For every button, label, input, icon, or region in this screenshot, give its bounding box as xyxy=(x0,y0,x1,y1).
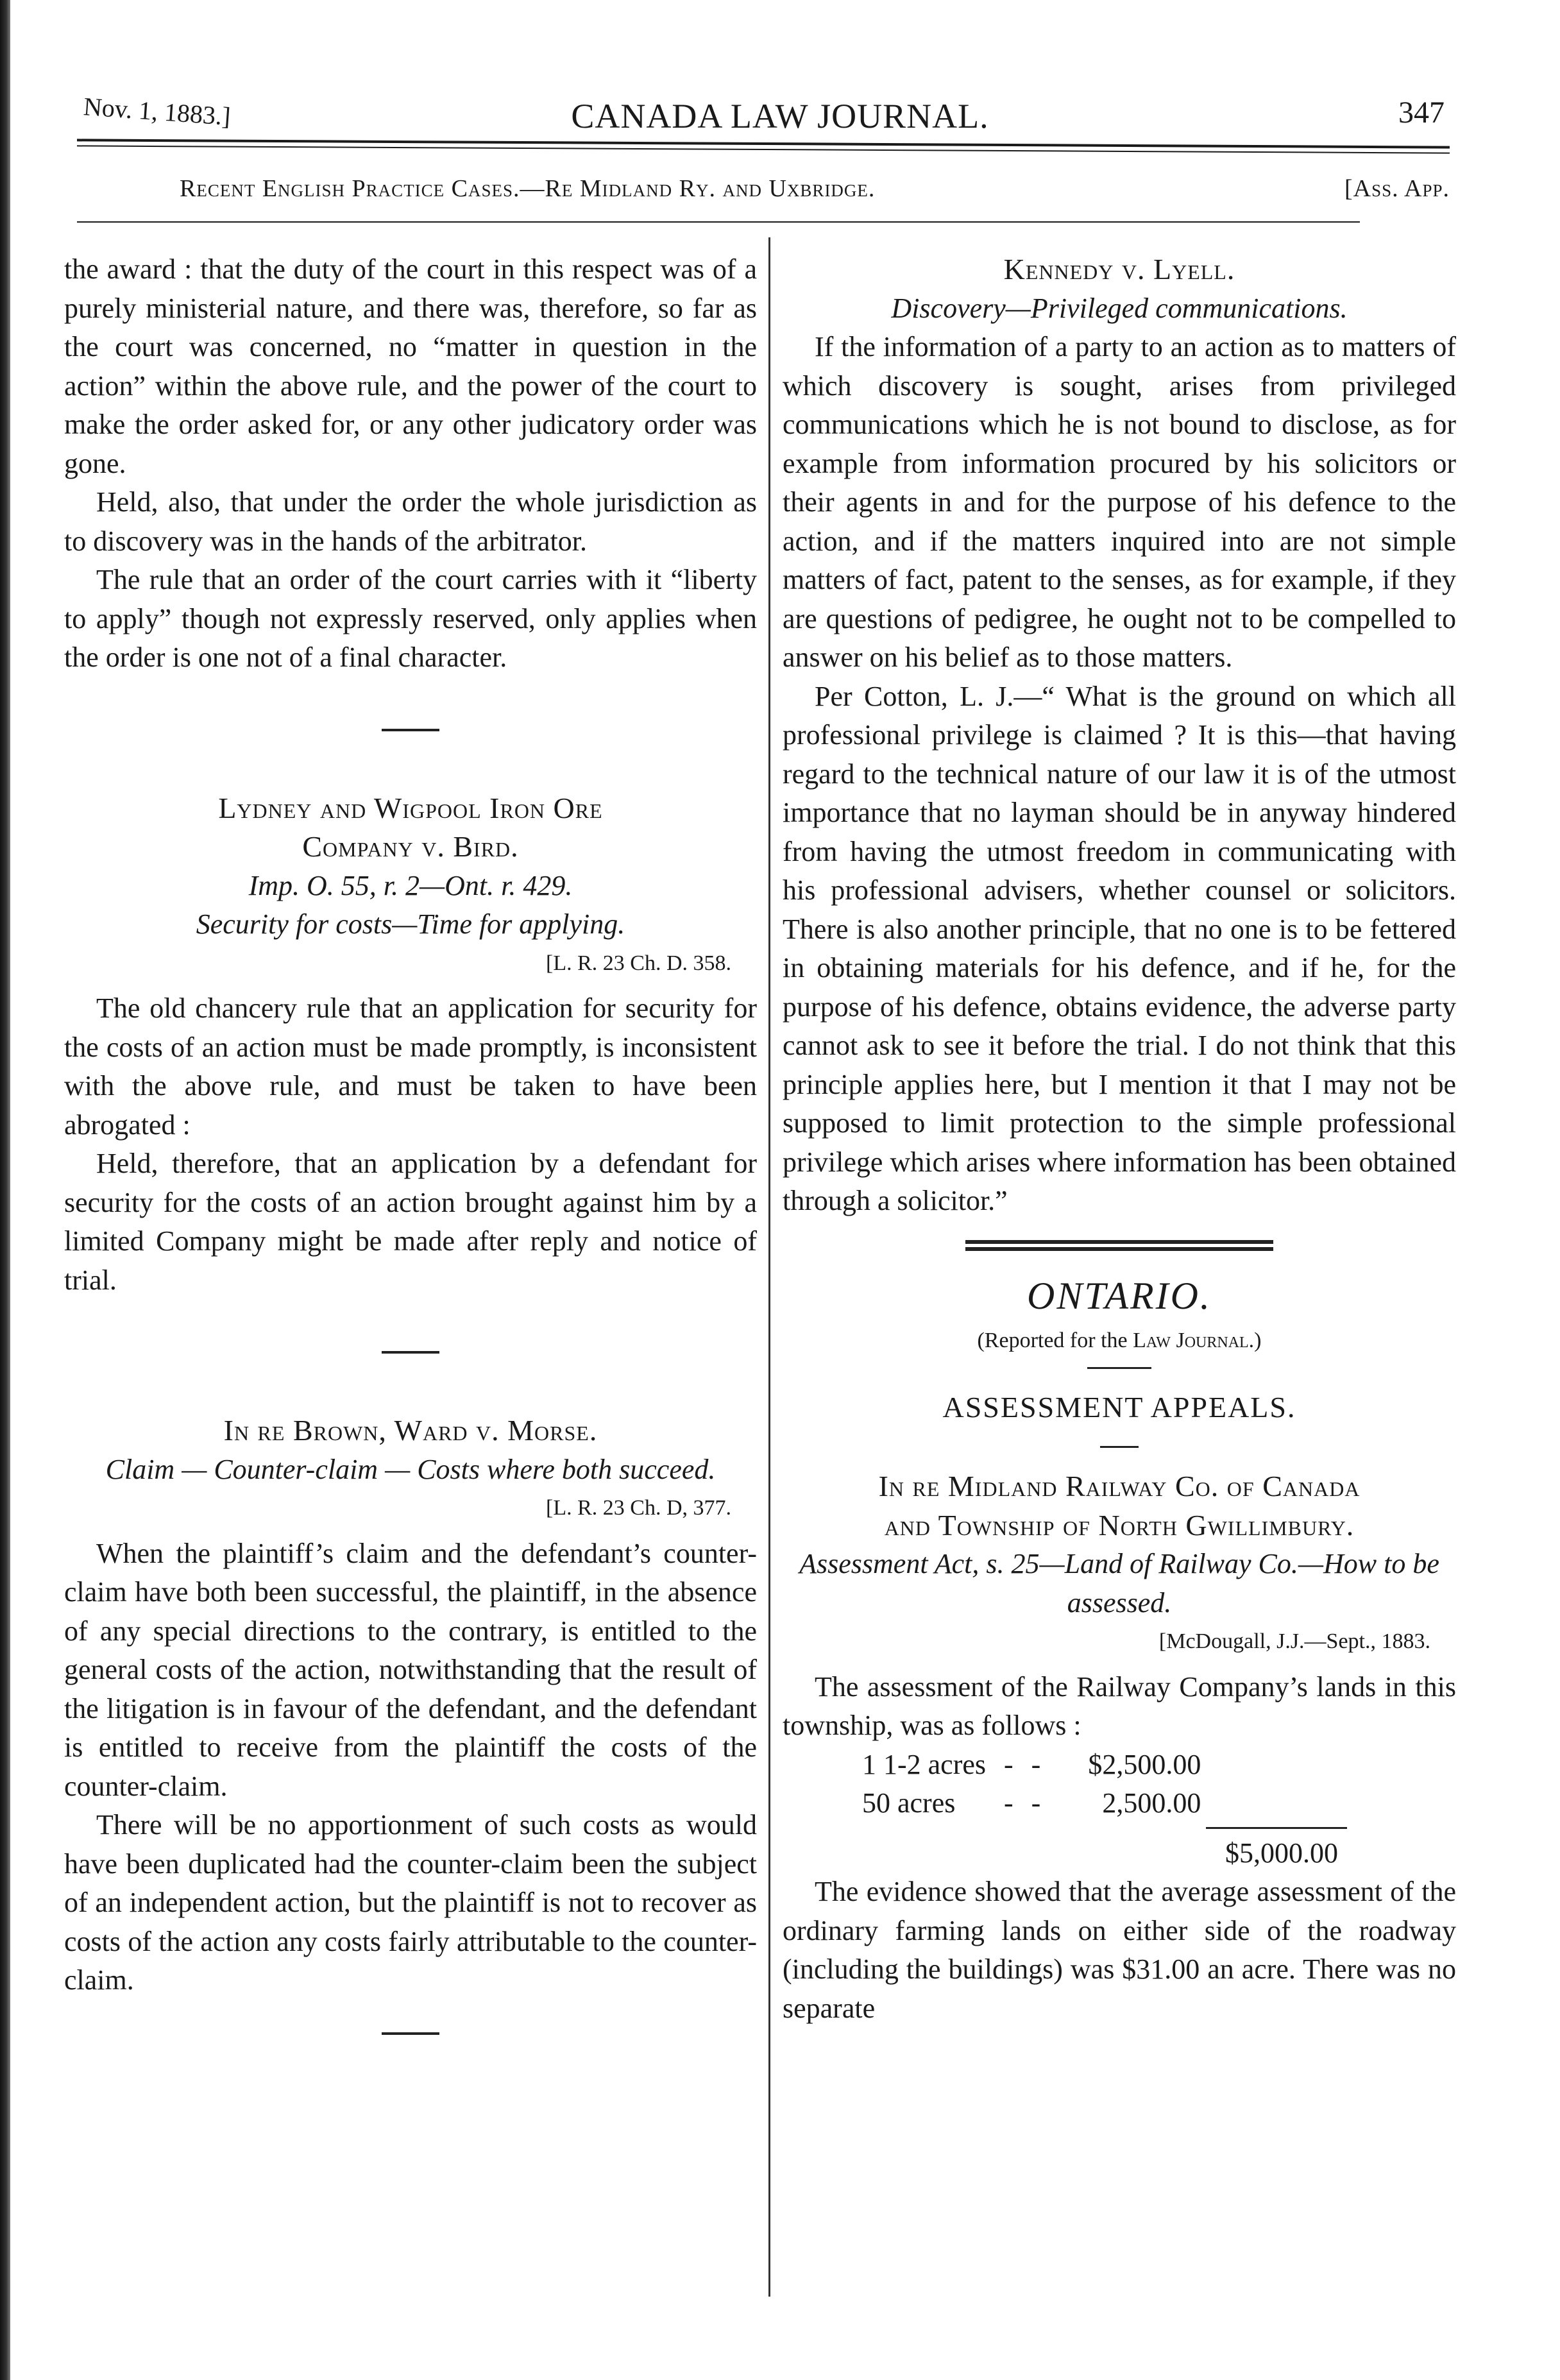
case-title-kennedy: Kennedy v. Lyell. xyxy=(1003,253,1235,285)
section-separator xyxy=(382,1351,439,1354)
assessment-dash: - xyxy=(1004,1748,1013,1780)
assessment-item: 50 acres xyxy=(862,1787,956,1819)
page-spine xyxy=(0,0,10,2380)
left-column xyxy=(64,250,757,2093)
case-title-midland-1: In re Midland Railway Co. of Canada xyxy=(878,1470,1361,1502)
section-separator xyxy=(382,729,439,731)
case-paragraph: When the plaintiff’s claim and the defendant’s counter-claim have both been successful, the plaintiff, in the absence of any special directions to the contrary, is entitled to the general costs of the action, notwithstanding that the result of the litigation is in favour of the defendant, and the defendant is entitled to receive from the plaintiff the costs of the counter-claim. xyxy=(64,1537,757,1802)
case-paragraph: The assessment of the Railway Company’s lands in this township, was as follows : xyxy=(783,1670,1456,1741)
section-separator xyxy=(382,2032,439,2035)
case-title-brown: In re Brown, Ward v. Morse. xyxy=(223,1414,598,1447)
page-number: 347 xyxy=(1398,96,1445,130)
ontario-heading: ONTARIO. xyxy=(1027,1274,1212,1317)
header-date: Nov. 1, 1883.] xyxy=(82,92,232,131)
short-rule xyxy=(1087,1367,1151,1369)
assessment-total: $5,000.00 xyxy=(1225,1837,1338,1869)
opening-paragraph: the award : that the duty of the court in this respect was of a purely ministerial nature, and there was, therefore, so far as the court was concerned, no “matter in question in the action” within the above rule, and the power of the court to make the order asked for, or any other judicatory order was gone. xyxy=(64,253,757,479)
case-paragraph: If the information of a party to an action as to matters of which discovery is sought, arises from privileged communications which he is not bound to disclose, as for example from information procured by his solicitors or their agents in and for the purpose of his defence to the action, and if the matters inquired into are not simple matters of fact, patent to the senses, as for example, if they are questions of pedigree, he ought not to be compelled to answer on his belief as to those matters. xyxy=(783,331,1456,673)
case-title-lydney-2: Company v. Bird. xyxy=(302,830,519,863)
assessment-amount: $2,500.00 xyxy=(1088,1748,1201,1780)
reported-journal: Law Journal.) xyxy=(1133,1329,1262,1352)
case-title-lydney-1: Lydney and Wigpool Iron Ore xyxy=(218,791,603,824)
running-head-rule xyxy=(77,221,1360,223)
assessment-dash: - xyxy=(1004,1787,1013,1819)
case-citation: [L. R. 23 Ch. D. 358. xyxy=(546,951,731,975)
case-paragraph: Per Cotton, L. J.—“ What is the ground on which all professional privilege is claimed ? It is this—that having regard to the technical nature of our law it is of the utmost importance that no layman should be in anyway hindered from having the utmost freedom in communicating with his professional advisers, whether counsel or solicitors. There is also another principle, that no one is to be fettered in obtaining materials for his defence, and if he, for the purpose of his defence, obtains evidence, the adverse party cannot ask to see it before the trial. I do not think that this principle applies here, but I mention it that I may not be supposed to limit protection to the simple professional privilege which arises where information has been obtained through a solicitor.” xyxy=(783,680,1456,1216)
case-citation: [L. R. 23 Ch. D, 377. xyxy=(546,1496,731,1520)
reported-prefix: (Reported for the xyxy=(977,1329,1128,1352)
held-also-paragraph: Held, also, that under the order the whole jurisdiction as to discovery was in the hands of the arbitrator. xyxy=(64,486,757,557)
case-paragraph: The old chancery rule that an application for security for the costs of an action must be made promptly, is inconsistent with the above rule, and must be taken to have been abrogated : xyxy=(64,992,757,1141)
rule-paragraph: The rule that an order of the court carries with it “liberty to apply” though not expressly reserved, only applies when the order is one not of a final character. xyxy=(64,564,757,673)
short-rule xyxy=(1100,1446,1139,1448)
assessment-amount: 2,500.00 xyxy=(1102,1787,1201,1819)
right-column xyxy=(783,250,1456,2028)
running-head xyxy=(180,174,1450,203)
assessment-dash: - xyxy=(1031,1787,1041,1819)
assessment-appeals-heading: ASSESSMENT APPEALS. xyxy=(942,1390,1296,1424)
journal-title: CANADA LAW JOURNAL. xyxy=(571,97,989,135)
running-head-section: [Ass. App. xyxy=(1344,175,1450,202)
assessment-item: 1 1-2 acres xyxy=(862,1748,987,1780)
column-divider xyxy=(768,237,770,2297)
case-title-midland-2: and Township of North Gwillimbury. xyxy=(884,1508,1355,1542)
assessment-dash: - xyxy=(1031,1748,1041,1780)
case-subject: Claim — Counter-claim — Costs where both succeed. xyxy=(105,1453,716,1485)
table-row xyxy=(853,1784,1210,1823)
case-reference: Imp. O. 55, r. 2—Ont. r. 429. xyxy=(248,869,573,901)
case-subject: Assessment Act, s. 25—Land of Railway Co.—How to be assessed. xyxy=(799,1548,1439,1619)
case-subject: Security for costs—Time for applying. xyxy=(196,908,625,940)
total-rule xyxy=(1206,1827,1347,1829)
reported-note xyxy=(783,1322,1456,1361)
case-citation: [McDougall, J.J.—Sept., 1883. xyxy=(1158,1629,1430,1653)
running-head-title: Recent English Practice Cases.—Re Midland Ry. and Uxbridge. xyxy=(180,175,876,202)
case-subject: Discovery—Privileged communications. xyxy=(891,292,1348,324)
case-paragraph: There will be no apportionment of such costs as would have been duplicated had the counter-claim been the subject of an independent action, but the plaintiff is not to recover as costs of the action any costs fairly attributable to the counter-claim. xyxy=(64,1809,757,1996)
section-double-rule xyxy=(965,1240,1273,1251)
table-row xyxy=(853,1746,1210,1785)
case-paragraph: Held, therefore, that an application by a defendant for security for the costs of an action brought against him by a limited Company might be made after reply and notice of trial. xyxy=(64,1148,757,1296)
case-paragraph: The evidence showed that the average assessment of the ordinary farming lands on either side of the roadway (including the buildings) was $31.00 an acre. There was no separate xyxy=(783,1876,1456,2024)
assessment-table xyxy=(853,1746,1210,1823)
